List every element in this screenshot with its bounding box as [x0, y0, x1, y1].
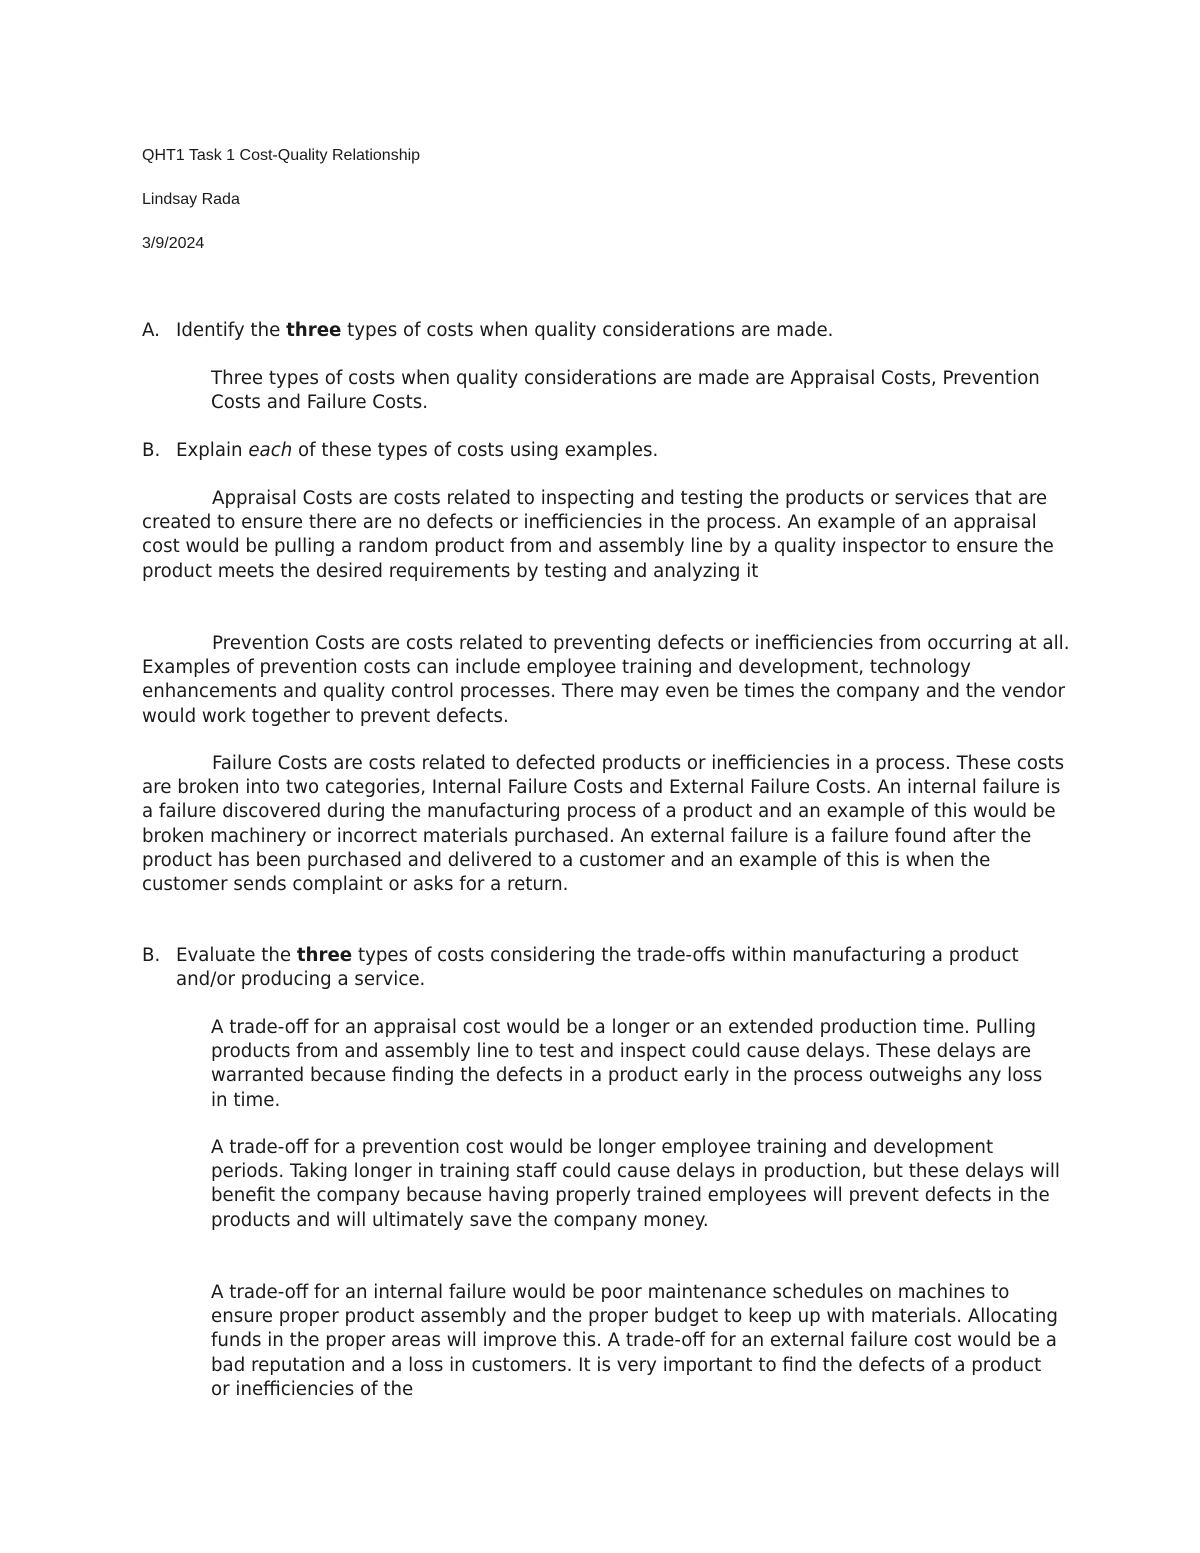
document-title: QHT1 Task 1 Cost-Quality Relationship: [142, 147, 421, 164]
question-b-text: Explain each of these types of costs using examples.: [176, 440, 659, 461]
question-c: [142, 944, 1077, 992]
question-a: [142, 319, 1077, 343]
answer-b-appraisal: Appraisal Costs are costs related to inspecting and testing the products or services that are created to ensure there are no defects or inefficiencies in the process. An example of an appraisal cost would be pulling a random product from and assembly line by a quality inspector to ensure the product meets the desired requirements by testing and analyzing it: [142, 488, 1054, 582]
answer-b-failure: Failure Costs are costs related to defected products or inefficiencies in a process. These costs are broken into two categories, Internal Failure Costs and External Failure Costs. An internal failure is a failure discovered during the manufacturing process of a product and an example of this would be broken machinery or incorrect materials purchased. An external failure is a failure found after the product has been purchased and delivered to a customer and an example of this is when the customer sends complaint or asks for a return.: [142, 753, 1065, 896]
question-b-letter: B.: [142, 440, 161, 461]
question-c-text: Evaluate the three types of costs considering the trade-offs within manufacturing a product and/or producing a service.: [176, 945, 1019, 991]
question-b: [142, 439, 1077, 463]
answer-c-appraisal: A trade-off for an appraisal cost would be a longer or an extended production time. Pulling products from and assembly line to test and inspect could cause delays. These delays are warranted because finding the defects in a product early in the process outweighs any loss in time.: [211, 1017, 1043, 1111]
emphasis-three: three: [286, 320, 342, 341]
emphasis-three: three: [296, 945, 353, 966]
author-name: Lindsay Rada: [142, 191, 240, 208]
answer-b-prevention: Prevention Costs are costs related to preventing defects or inefficiencies from occurring at all. Examples of prevention costs can include employee training and development, technology enhancements and quality control processes. There may even be times the company and the vendor would work together to prevent defects.: [142, 633, 1070, 727]
document-date: 3/9/2024: [142, 235, 205, 252]
emphasis-each: each: [248, 440, 293, 461]
question-a-text: Identify the three types of costs when quality considerations are made.: [176, 320, 834, 341]
answer-a: Three types of costs when quality considerations are made are Appraisal Costs, Prevention Costs and Failure Costs.: [211, 368, 1040, 414]
answer-c-prevention: A trade-off for a prevention cost would be longer employee training and development periods. Taking longer in training staff could cause delays in production, but these delays will benefit the company because having properly trained employees will prevent defects in the products and will ultimately save the company money.: [211, 1137, 1060, 1231]
question-a-letter: A.: [142, 320, 160, 341]
question-c-letter: B.: [142, 945, 161, 966]
answer-c-failure: A trade-off for an internal failure would be poor maintenance schedules on machines to ensure proper product assembly and the proper budget to keep up with materials. Allocating funds in the proper areas will improve this. A trade-off for an external failure cost would be a bad reputation and a loss in customers. It is very important to find the defects of a product or inefficiencies of the: [211, 1282, 1058, 1400]
